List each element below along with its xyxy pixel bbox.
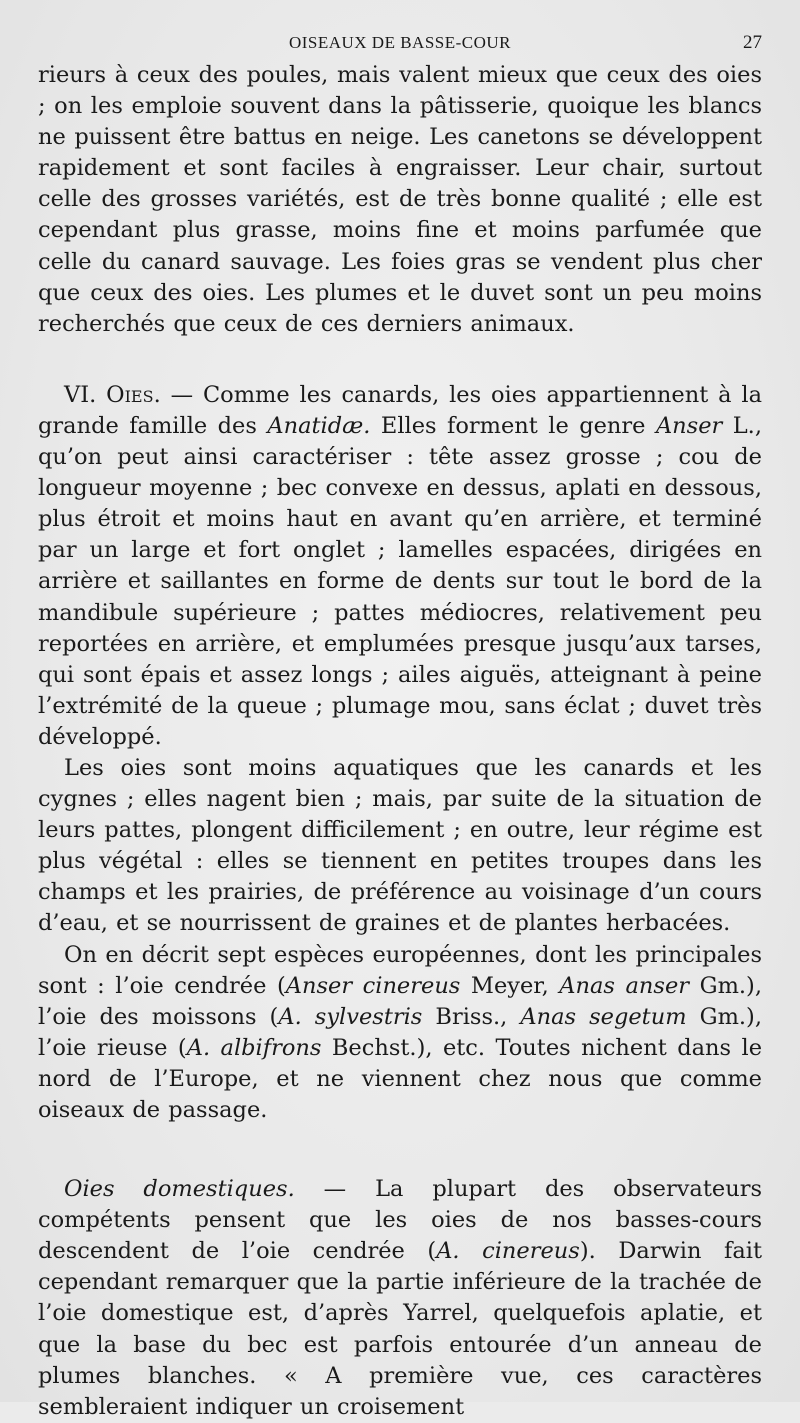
paragraph-continuation: rieurs à ceux des poules, mais valent mieux que ceux des oies ; on les emploie souvent dans la pâtisserie, quoique les blancs ne puissent être battus en neige. Les canetons se développent rapidement et sont faciles à engraisser. Leur chair, surtout celle des grosses variétés, est de très bonne qualité ; elle est cependant plus grasse, moins fine et moins parfumée que celle du canard sauvage. Les foies gras se vendent plus cher que ceux des oies. Les plumes et le duvet sont un peu moins recherchés que ceux de ces derniers animaux. (38, 62, 762, 337)
text-run: Gm.), l’oie des moissons ( (38, 972, 762, 1030)
latin-genus: Anser (655, 412, 723, 439)
page-header (38, 30, 762, 60)
body-text (38, 60, 762, 1423)
latin-name: Anser cinereus (285, 972, 461, 999)
running-title: OISEAUX DE BASSE-COUR (288, 33, 512, 52)
text-run: Elles forment le genre (380, 412, 646, 439)
text-run: La plupart des observateurs compétents pensent que les oies de nos basses-cours descendent de l’oie cendrée ( (38, 1176, 762, 1265)
text-run: Bechst.), etc. Toutes nichent dans le nord de l’Europe, et ne viennent chez nous que comme oiseaux de passage. (38, 1034, 763, 1123)
latin-name: Anas segetum (520, 1003, 687, 1030)
text-run: L., qu’on peut ainsi caractériser : tête assez grosse ; cou de longueur moyenne ; bec convexe en dessus, aplati en dessous, plus étroit et moins haut en avant qu’en arrière, et terminé par un large et fort onglet ; lamelles espacées, dirigées en arrière et saillantes en forme de dents sur tout le bord de la mandibule supérieure ; pattes médiocres, relativement peu reportées en arrière, et emplumées presque jusqu’aux tarses, qui sont épais et assez longs ; ailes aiguës, atteignant à peine l’extrémité de la queue ; plumage mou, sans éclat ; duvet très développé. (38, 412, 762, 750)
latin-name: A. sylvestris (278, 1003, 423, 1030)
paragraph-oies-domestiques (38, 1174, 762, 1423)
dash: — (323, 1176, 347, 1203)
text-run: Briss., (435, 1003, 508, 1030)
latin-name: Anas anser (559, 972, 690, 999)
text-run: Meyer, (470, 972, 549, 999)
paragraph-section-oies (38, 380, 762, 753)
latin-name: A. cinereus (436, 1238, 580, 1265)
section-number: VI. (64, 381, 97, 408)
text-run: On en décrit sept espèces européennes, dont les principales sont : l’oie cendrée ( (38, 941, 762, 999)
subsection-heading: Oies domestiques. (64, 1176, 295, 1203)
paragraph-species (38, 940, 762, 1127)
page-number: 27 (743, 32, 762, 53)
text-run: Gm.), l’oie rieuse ( (38, 1003, 762, 1061)
paragraph-habits: Les oies sont moins aquatiques que les canards et les cygnes ; elles nagent bien ; mais, par suite de la situation de leurs pattes, plongent difficilement ; en outre, leur régime est plus végétal : elles se tiennent en petites troupes dans les champs et les prairies, de préférence au voisinage d’un cours d’eau, et se nourrissent de graines et de plantes herbacées. (38, 754, 762, 937)
text-run: Comme les canards, les oies appartiennent à la grande famille des (38, 381, 762, 439)
latin-family: Anatidæ. (267, 412, 371, 439)
dash: — (170, 381, 194, 408)
text-run: ). Darwin fait cependant remarquer que la partie inférieure de la trachée de l’oie domestique est, d’après Yarrel, quelquefois aplatie, et que la base du bec est parfois entourée d’un anneau de plumes blanches. « A première vue, ces caractères sembleraient indiquer un croisement (38, 1238, 762, 1420)
latin-name: A. albifrons (186, 1034, 322, 1061)
section-title: Oies. (106, 381, 161, 408)
